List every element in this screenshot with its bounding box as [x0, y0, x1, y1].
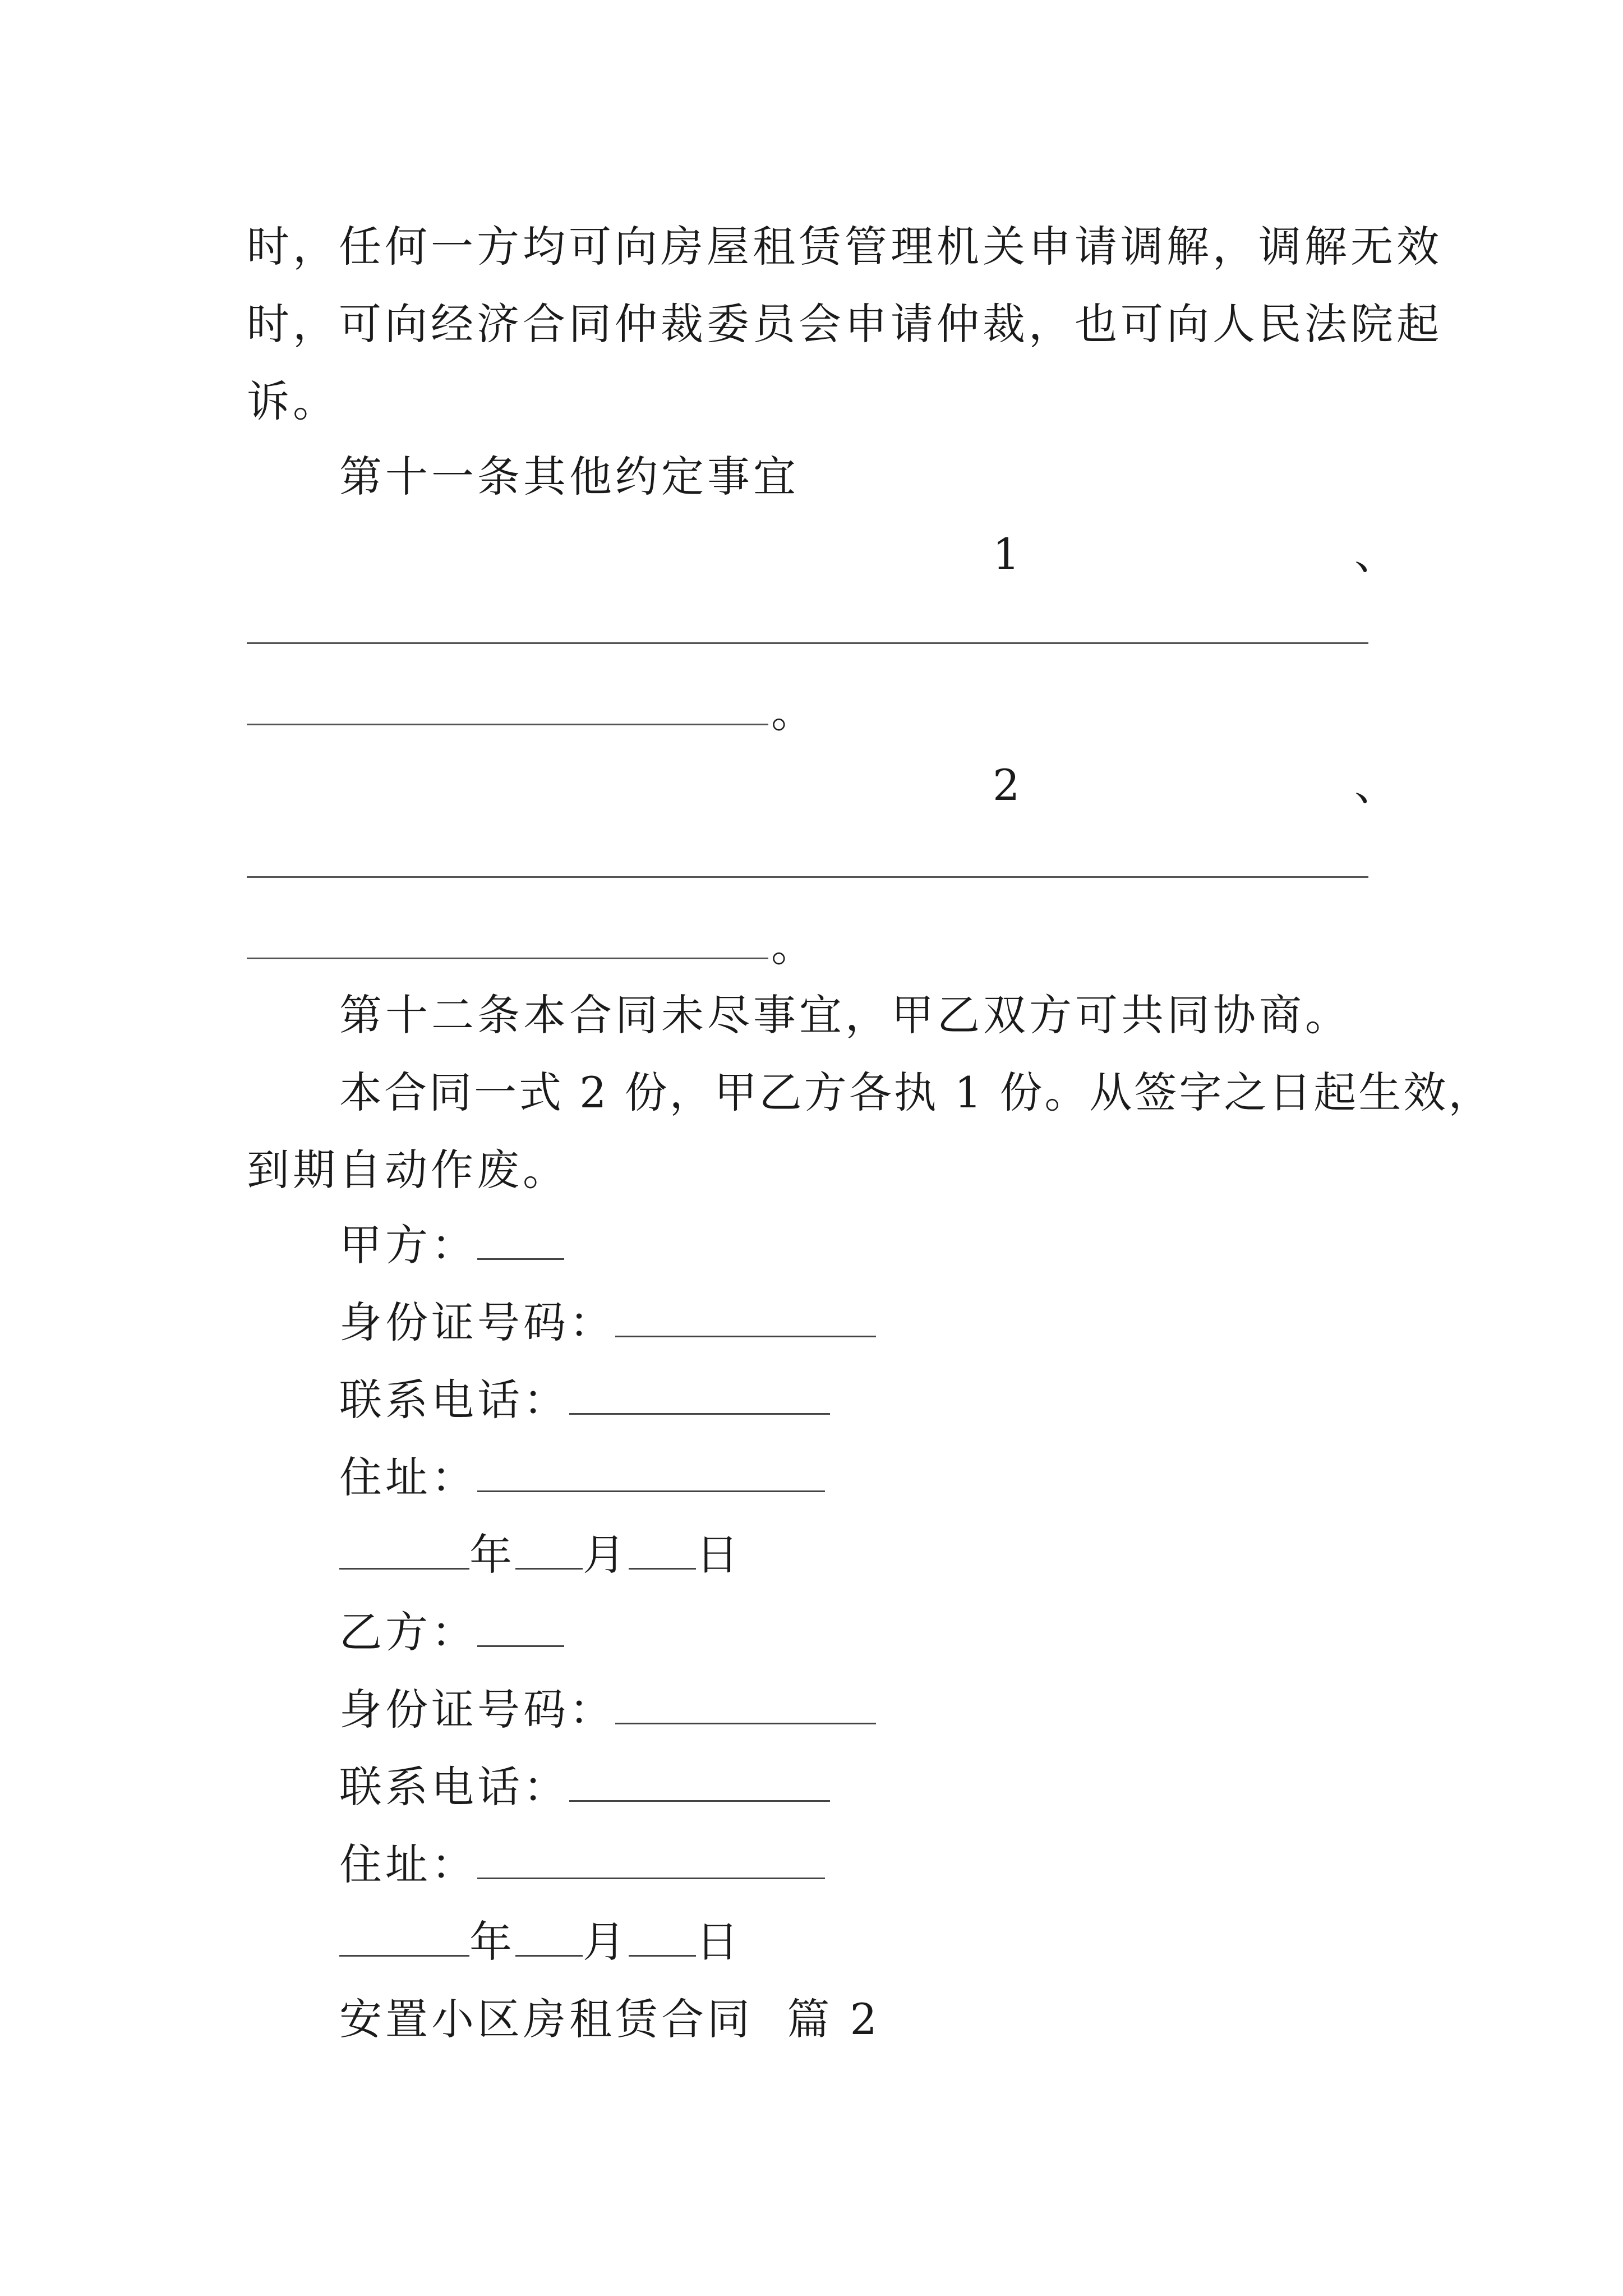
party-b-phone-blank[interactable] [569, 1765, 830, 1802]
year-label: 年 [469, 1530, 515, 1580]
item-2-number: 2 [993, 760, 1020, 810]
copies-line: 到期自动作废。 [247, 1145, 569, 1195]
fill-in-line [247, 642, 1368, 644]
party-a-address-label: 住址： [339, 1452, 477, 1502]
party-b-month-blank[interactable] [515, 1920, 583, 1957]
party-a-address-row [339, 1438, 1478, 1517]
party-b-date-row [339, 1903, 1478, 1981]
party-a-blank[interactable] [477, 1223, 564, 1260]
party-b-id-label: 身份证号码： [339, 1685, 615, 1734]
party-b-address-row [339, 1825, 1478, 1904]
paragraph-line: 时，任何一方均可向房屋租赁管理机关申请调解，调解无效 [247, 222, 1442, 272]
party-a-address-blank[interactable] [477, 1456, 825, 1492]
party-a-id-label: 身份证号码： [339, 1297, 615, 1347]
month-label: 月 [583, 1530, 629, 1580]
party-b-blank[interactable] [477, 1611, 564, 1647]
party-a-id-blank[interactable] [615, 1301, 876, 1337]
party-b-day-blank[interactable] [629, 1920, 696, 1957]
year-label: 年 [469, 1917, 515, 1967]
party-b-phone-row [339, 1748, 1478, 1826]
party-a-id-row [339, 1283, 1478, 1362]
party-b-label: 乙方： [339, 1607, 477, 1657]
article-11-heading: 第十一条其他约定事宜 [339, 452, 799, 501]
item-2-end: 。 [771, 921, 814, 971]
paragraph-line: 诉。 [247, 376, 339, 426]
day-label: 日 [696, 1917, 742, 1967]
party-b-id-row [339, 1671, 1478, 1749]
party-a-day-blank[interactable] [629, 1533, 696, 1570]
copies-line: 本合同一式 2 份，甲乙方各执 1 份。从签字之日起生效， [339, 1068, 1493, 1117]
month-label: 月 [583, 1917, 629, 1967]
party-b-address-label: 住址： [339, 1839, 477, 1889]
party-a-phone-row [339, 1361, 1478, 1439]
party-a-phone-blank[interactable] [569, 1378, 830, 1415]
article-12: 第十二条本合同未尽事宜，甲乙双方可共同协商。 [339, 990, 1351, 1040]
party-b-id-blank[interactable] [615, 1688, 876, 1724]
party-a-label: 甲方： [339, 1220, 477, 1270]
party-a-date-row [339, 1516, 1478, 1594]
party-a-row [339, 1206, 1478, 1285]
fill-in-line [247, 724, 768, 725]
paragraph-line: 时，可向经济合同仲裁委员会申请仲裁，也可向人民法院起 [247, 299, 1442, 349]
party-b-year-blank[interactable] [339, 1920, 469, 1957]
item-1-end: 。 [771, 687, 814, 737]
party-a-phone-label: 联系电话： [339, 1375, 569, 1425]
fill-in-line [247, 876, 1368, 878]
item-1-number: 1 [993, 529, 1020, 579]
party-b-address-blank[interactable] [477, 1843, 825, 1879]
party-b-row [339, 1593, 1478, 1672]
party-a-year-blank[interactable] [339, 1533, 469, 1570]
item-1-mark: 、 [1354, 529, 1397, 579]
next-section-title: 安置小区房租赁合同 篇 2 [339, 1994, 880, 2044]
party-b-phone-label: 联系电话： [339, 1762, 569, 1812]
item-2-mark: 、 [1354, 760, 1397, 810]
day-label: 日 [696, 1530, 742, 1580]
fill-in-line [247, 958, 768, 959]
party-a-month-blank[interactable] [515, 1533, 583, 1570]
